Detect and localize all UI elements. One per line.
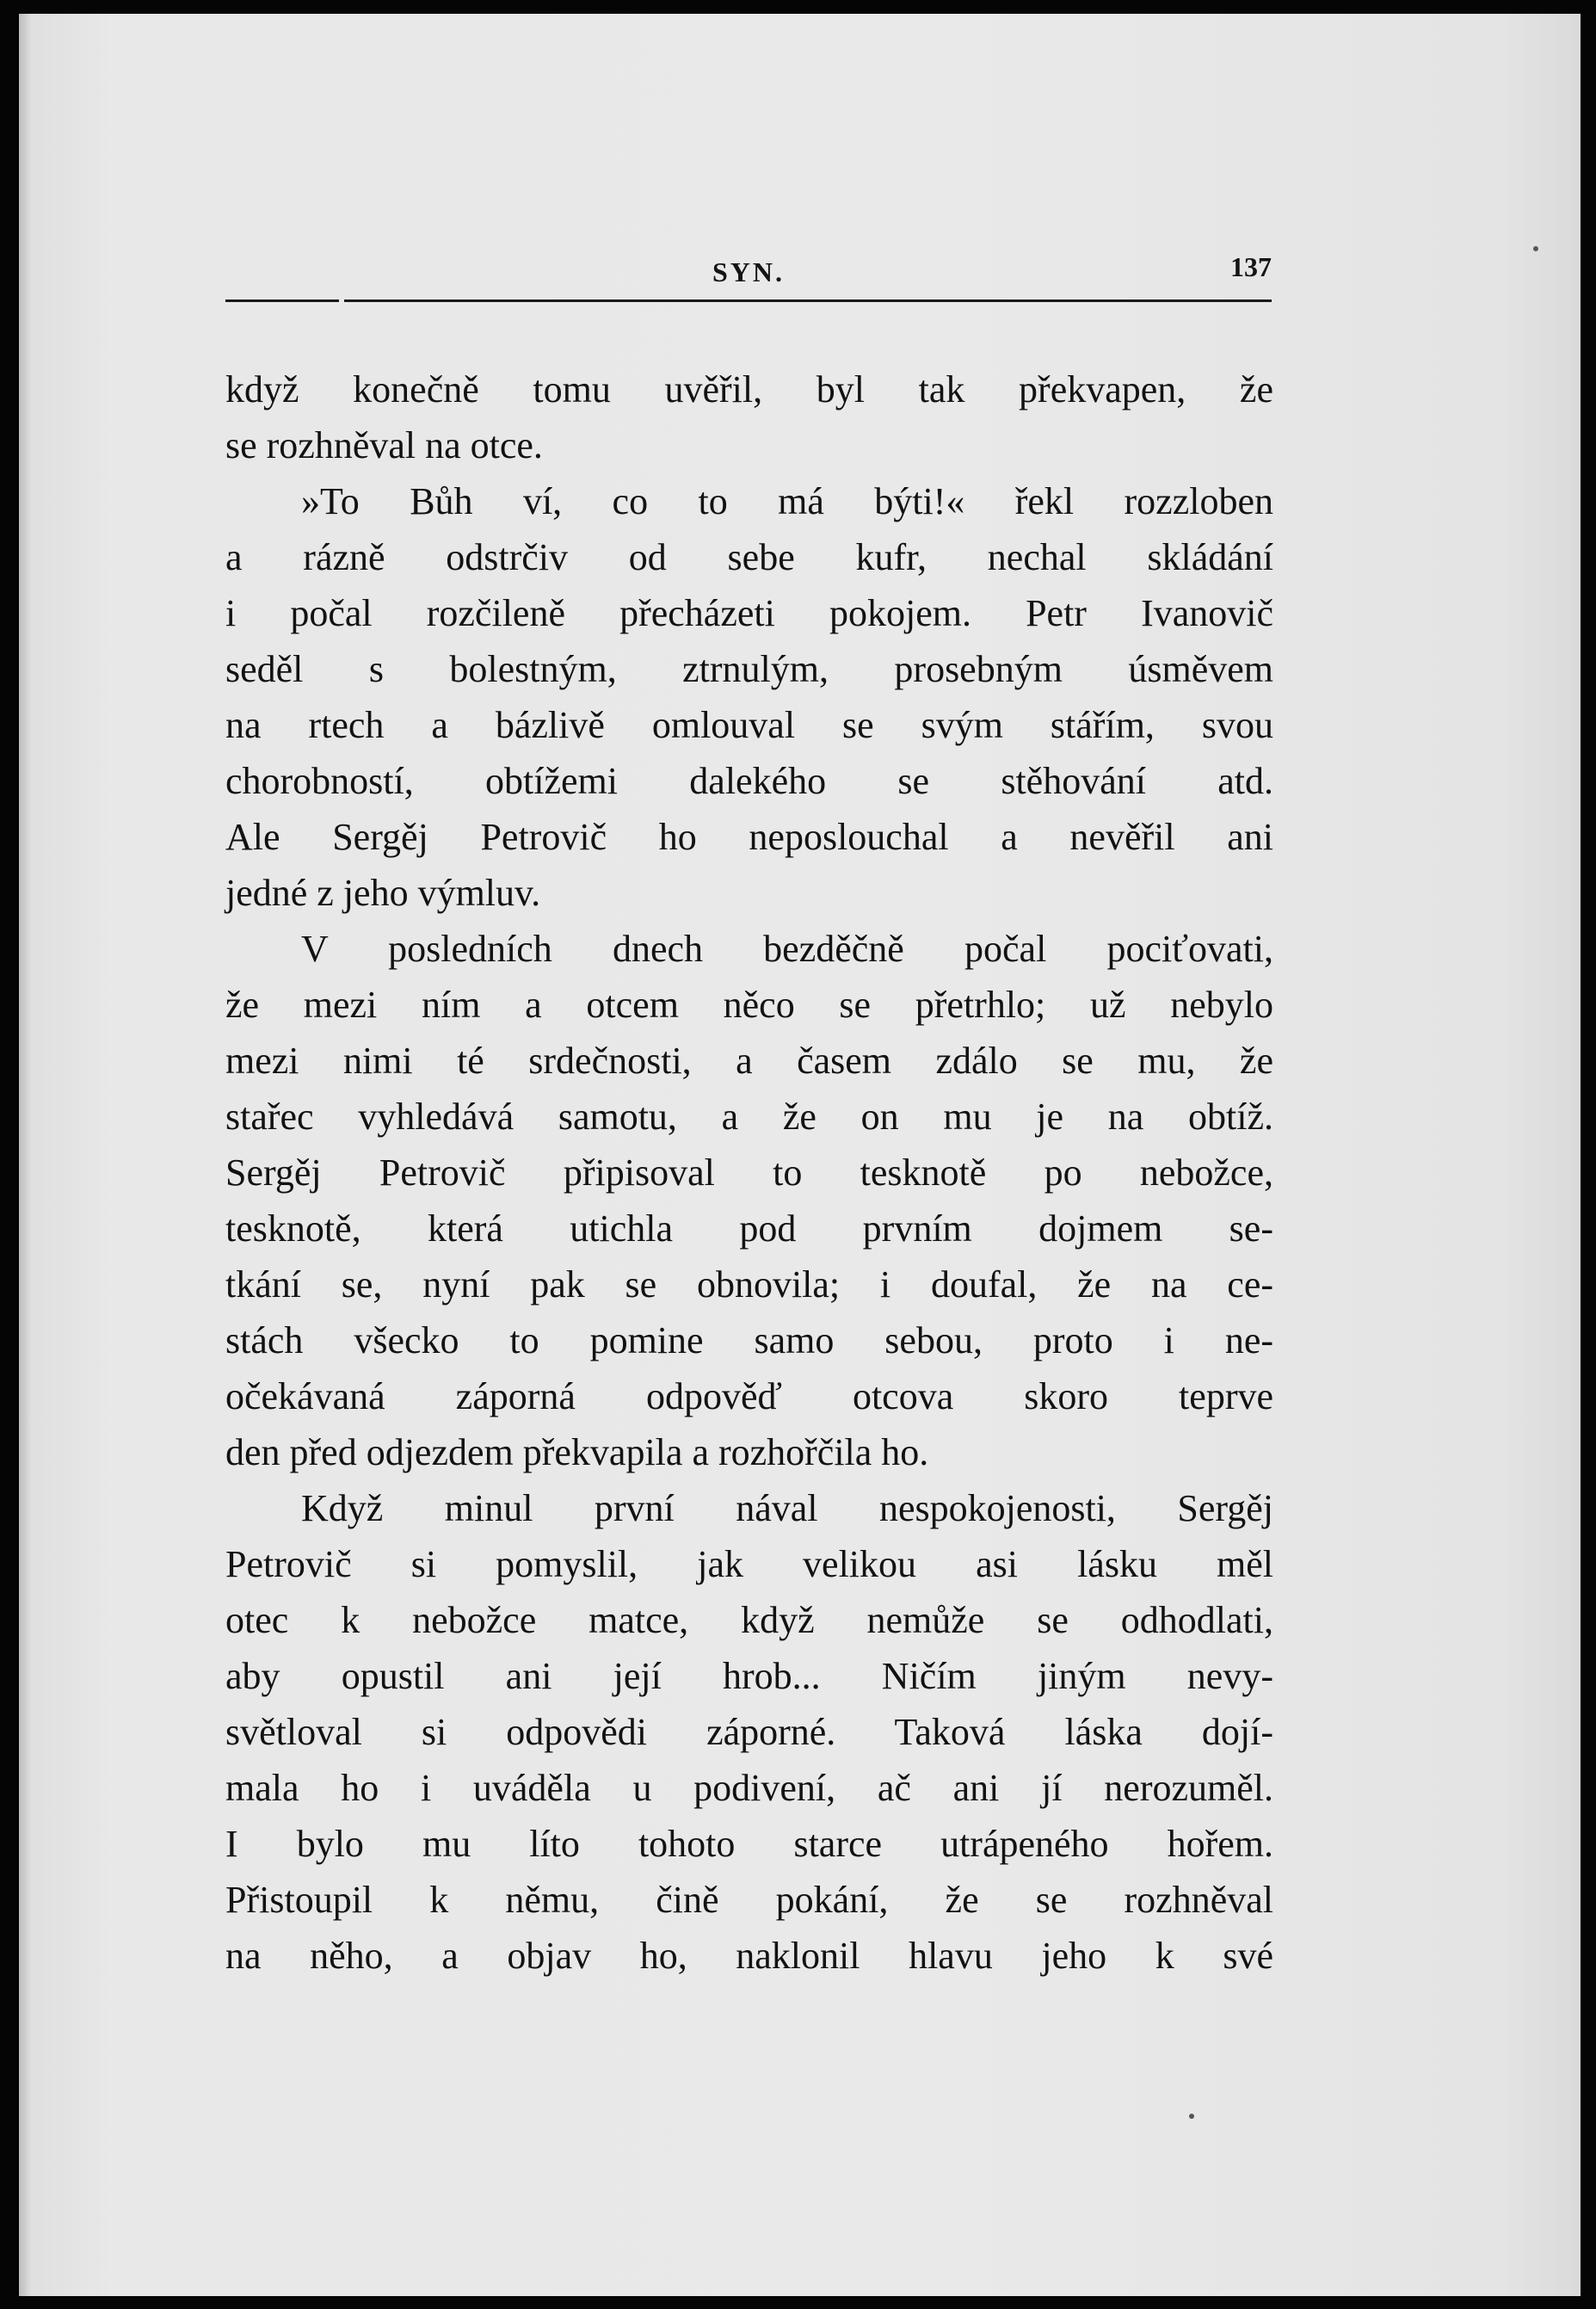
text-line: na rtech a bázlivě omlouval se svým stářím, svou [225,704,1273,746]
page-edge-shadow [19,14,31,2296]
text-line: chorobností, obtížemi dalekého se stěhování atd. [225,760,1273,802]
text-line: stařec vyhledává samotu, a že on mu je na obtíž. [225,1096,1273,1138]
text-line: Petrovič si pomyslil, jak velikou asi lásku měl [225,1543,1273,1585]
text-line: když konečně tomu uvěřil, byl tak překvapen, že [225,368,1273,411]
scan-speck [1533,246,1538,251]
scan-speck [1189,2114,1194,2119]
body-text [225,361,1273,1984]
text-line: a rázně odstrčiv od sebe kufr, nechal skládání [225,536,1273,578]
page-number: 137 [1230,251,1272,282]
text-line: aby opustil ani její hrob... Ničím jiným nevy- [225,1655,1273,1697]
book-page [19,14,1581,2296]
text-line: očekávaná záporná odpověď otcova skoro teprve [225,1375,1273,1417]
text-line: se rozhněval na otce. [225,424,543,466]
text-line: V posledních dnech bezděčně počal pociťovati, [301,928,1273,970]
text-line: »To Bůh ví, co to má býti!« řekl rozzloben [301,480,1273,522]
text-line: na něho, a objav ho, naklonil hlavu jeho k své [225,1935,1273,1977]
text-line: Když minul první nával nespokojenosti, Sergěj [301,1487,1273,1529]
text-line: mezi nimi té srdečnosti, a časem zdálo se mu, že [225,1040,1273,1082]
text-line: mala ho i uváděla u podivení, ač ani jí nerozuměl. [225,1767,1273,1809]
text-line: tkání se, nyní pak se obnovila; i doufal, že na ce- [225,1263,1273,1306]
running-title: SYN. [712,256,785,287]
text-line: tesknotě, která utichla pod prvním dojmem se- [225,1207,1273,1250]
text-line: Přistoupil k němu, čině pokání, že se rozhněval [225,1879,1273,1921]
text-line: otec k nebožce matce, když nemůže se odhodlati, [225,1599,1273,1641]
text-line: že mezi ním a otcem něco se přetrhlo; už nebylo [225,984,1273,1026]
text-line: i počal rozčileně přecházeti pokojem. Petr Ivanovič [225,592,1273,634]
text-line: světloval si odpovědi záporné. Taková láska dojí- [225,1711,1273,1753]
text-line: seděl s bolestným, ztrnulým, prosebným úsměvem [225,648,1273,690]
text-line: Ale Sergěj Petrovič ho neposlouchal a nevěřil ani [225,816,1273,858]
text-line: I bylo mu líto tohoto starce utrápeného hořem. [225,1823,1273,1865]
header-rule [225,299,1272,302]
text-line: jedné z jeho výmluv. [225,872,541,914]
text-line: den před odjezdem překvapila a rozhořčila ho. [225,1431,929,1473]
text-line: Sergěj Petrovič připisoval to tesknotě po nebožce, [225,1151,1273,1194]
text-line: stách všecko to pomine samo sebou, proto i ne- [225,1319,1273,1361]
header-rule-break [339,299,344,303]
running-head [225,251,1272,303]
